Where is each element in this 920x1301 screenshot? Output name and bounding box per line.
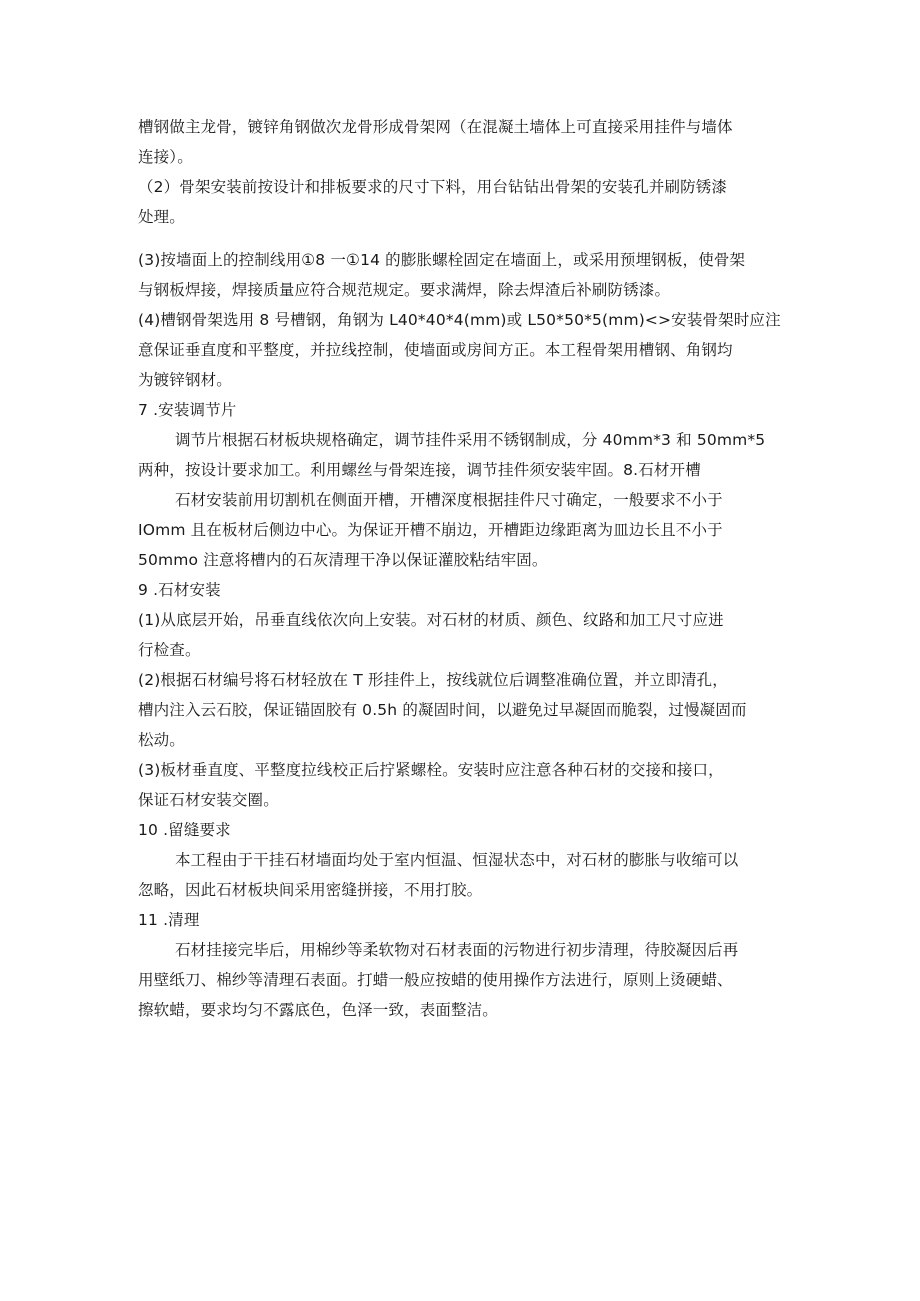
section-heading: 7 .安装调节片 [138,401,237,419]
text-line: 擦软蜡，要求均匀不露底色，色泽一致，表面整洁。 [138,1001,498,1019]
text-line: 保证石材安装交圈。 [138,791,279,809]
text-line: 50mmo 注意将槽内的石灰清理干净以保证灌胶粘结牢固。 [138,551,548,569]
text-line: (3)按墙面上的控制线用①8 一①14 的膨胀螺栓固定在墙面上，或采用预埋钢板，使骨架 [138,251,746,269]
text-line: 用壁纸刀、棉纱等清理石表面。打蜡一般应按蜡的使用操作方法进行，原则上烫硬蜡、 [138,971,733,989]
section-heading: 10 .留缝要求 [138,821,231,839]
text-line: 两种，按设计要求加工。利用螺丝与骨架连接，调节挂件须安装牢固。8.石材开槽 [138,461,701,479]
text-line: (3)板材垂直度、平整度拉线校正后拧紧螺栓。安装时应注意各种石材的交接和接口， [138,761,724,779]
text-line: 石材挂接完毕后，用棉纱等柔软物对石材表面的污物进行初步清理，待胶凝因后再 [175,941,739,959]
text-line: 忽略，因此石材板块间采用密缝拼接，不用打胶。 [138,881,483,899]
text-line: 意保证垂直度和平整度，并拉线控制，使墙面或房间方正。本工程骨架用槽钢、角钢均 [138,341,733,359]
text-line: 石材安装前用切割机在侧面开槽，开槽深度根据挂件尺寸确定，一般要求不小于 [175,491,723,509]
text-line: 松动。 [138,731,185,749]
text-line: IOmm 且在板材后侧边中心。为保证开槽不崩边，开槽距边缘距离为皿边长且不小于 [138,521,723,539]
text-line: 调节片根据石材板块规格确定，调节挂件采用不锈钢制成，分 40mm*3 和 50mm*5 [175,431,766,449]
section-heading: 11 .清理 [138,911,200,929]
document-page [138,112,786,1025]
text-line: 行检查。 [138,641,201,659]
text-line: 处理。 [138,208,185,226]
text-line: 为镀锌钢材。 [138,371,232,389]
text-line: 槽钢做主龙骨，镀锌角钢做次龙骨形成骨架网（在混凝土墙体上可直接采用挂件与墙体 [138,118,733,136]
paragraph-gap [138,232,786,245]
text-line: 与钢板焊接，焊接质量应符合规范规定。要求满焊，除去焊渣后补刷防锈漆。 [138,281,671,299]
text-line: (1)从底层开始，吊垂直线依次向上安装。对石材的材质、颜色、纹路和加工尺寸应进 [138,611,724,629]
text-line: 槽内注入云石胶，保证锚固胶有 0.5h 的凝固时间，以避免过早凝固而脆裂，过慢凝固而 [138,701,747,719]
text-line: (2)根据石材编号将石材轻放在 T 形挂件上，按线就位后调整准确位置，并立即清孔， [138,671,728,689]
text-line: 连接）。 [138,148,193,166]
text-line: （2）骨架安装前按设计和排板要求的尺寸下料，用台钻钻出骨架的安装孔并刷防锈漆 [138,178,728,196]
text-line: (4)槽钢骨架选用 8 号槽钢，角钢为 L40*40*4(mm)或 L50*50*5(mm)<>安装骨架时应注 [138,311,781,329]
section-heading: 9 .石材安装 [138,581,221,599]
text-line: 本工程由于干挂石材墙面均处于室内恒温、恒湿状态中，对石材的膨胀与收缩可以 [175,851,739,869]
